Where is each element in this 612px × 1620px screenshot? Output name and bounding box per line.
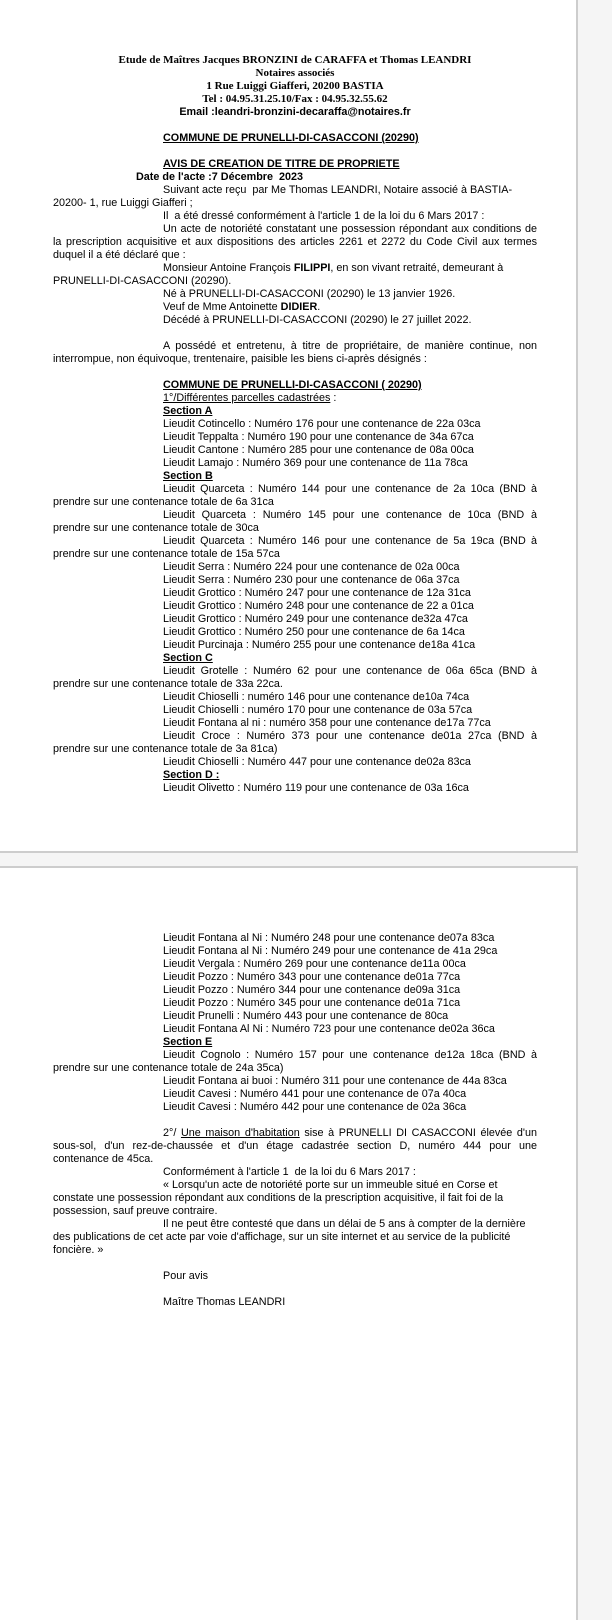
doc-text-segment: DIDIER [280,301,318,313]
heading-line: Section A [163,405,213,417]
text-line: Un acte de notoriété constatant une possession répondant aux conditions de [163,223,537,235]
text-line: Lieudit Vergala : Numéro 269 pour une contenance de11a 00ca [163,958,466,970]
blank-line [53,1257,537,1270]
text-line: A possédé et entretenu, à titre de propriétaire, de manière continue, non [163,340,537,352]
text-line: Lieudit Grottico : Numéro 250 pour une contenance de 6a 14ca [163,626,465,638]
text-line: des publications de cet acte par voie d'affichage, sur un site internet et au service de la publicité [53,1231,511,1243]
text-line: Lieudit Serra : Numéro 230 pour une contenance de 06a 37ca [163,574,460,586]
doc-text-segment: 2°/ [163,1127,181,1139]
text-line: Né à PRUNELLI-DI-CASACCONI (20290) le 13 janvier 1926. [163,288,456,300]
text-line: Pour avis [163,1270,209,1282]
text-line: la prescription acquisitive et aux dispositions des articles 2261 et 2272 du Code Civil aux termes [53,236,537,248]
text-line: Il a été dressé conformément à l'article 1 de la loi du 6 Mars 2017 : [163,210,485,222]
text-line: Lieudit Pozzo : Numéro 345 pour une contenance de01a 71ca [163,997,461,1009]
text-line: Lieudit Olivetto : Numéro 119 pour une contenance de 03a 16ca [163,782,469,794]
text-line: interrompue, non équivoque, trentenaire, paisible les biens ci-après désignés : [53,353,427,365]
page-2 [0,866,578,1620]
doc-text-segment: : [330,392,337,404]
text-line: Lieudit Cavesi : Numéro 442 pour une contenance de 02a 36ca [163,1101,467,1113]
doc-text-segment: Monsieur Antoine François [163,262,294,274]
heading-line: COMMUNE DE PRUNELLI-DI-CASACCONI (20290) [163,132,419,144]
text-line: Lieudit Cotincello : Numéro 176 pour une contenance de 22a 03ca [163,418,481,430]
text-line: contenance de 45ca. [53,1153,154,1165]
heading-line: COMMUNE DE PRUNELLI-DI-CASACCONI ( 20290) [163,379,422,391]
letterhead-line: Notaires associés [255,67,335,79]
text-line: Lieudit Purcinaja : Numéro 255 pour une contenance de18a 41ca [163,639,476,651]
blank-line [53,119,537,132]
letterhead-line: Etude de Maîtres Jacques BRONZINI de CARAFFA et Thomas LEANDRI [118,54,472,66]
page-1-content [0,0,576,795]
text-line [53,262,537,275]
text-line: Lieudit Chioselli : numéro 146 pour une contenance de10a 74ca [163,691,470,703]
text-line: PRUNELLI-DI-CASACCONI (20290). [53,275,232,287]
text-line: Lieudit Teppalta : Numéro 190 pour une contenance de 34a 67ca [163,431,474,443]
text-line: Lieudit Lamajo : Numéro 369 pour une contenance de 11a 78ca [163,457,468,469]
text-line: Lieudit Chioselli : numéro 170 pour une contenance de 03a 57ca [163,704,473,716]
text-line: duquel il a été déclaré que : [53,249,186,261]
text-line: Il ne peut être contesté que dans un délai de 5 ans à compter de la dernière [163,1218,526,1230]
text-line [53,1127,537,1140]
text-line: Lieudit Fontana al Ni : Numéro 248 pour une contenance de07a 83ca [163,932,495,944]
text-line: prendre sur une contenance totale de 30ca [53,522,259,534]
blank-line [53,327,537,340]
text-line: Lieudit Grottico : Numéro 249 pour une contenance de32a 47ca [163,613,468,625]
text-line: prendre sur une contenance totale de 33a 22ca. [53,678,283,690]
heading-line: AVIS DE CREATION DE TITRE DE PROPRIETE [163,158,400,170]
text-line: « Lorsqu'un acte de notoriété porte sur un immeuble situé en Corse et [163,1179,498,1191]
doc-text-segment: 1°/Différentes parcelles cadastrées [163,392,331,404]
text-line: Lieudit Grottico : Numéro 248 pour une contenance de 22 a 01ca [163,600,474,612]
text-line: Conformément à l'article 1 de la loi du 6 Mars 2017 : [163,1166,416,1178]
text-line: Maître Thomas LEANDRI [163,1296,286,1308]
text-line: prendre sur une contenance totale de 15a 57ca [53,548,280,560]
text-line: Lieudit Grotelle : Numéro 62 pour une contenance de 06a 65ca (BND à [163,665,537,677]
doc-text-segment: , en son vivant retraité, demeurant à [330,262,504,274]
text-line: foncière. » [53,1244,104,1256]
text-line: Lieudit Cognolo : Numéro 157 pour une contenance de12a 18ca (BND à [163,1049,537,1061]
text-line: Lieudit Quarceta : Numéro 144 pour une contenance de 2a 10ca (BND à [163,483,537,495]
blank-line [53,145,537,158]
text-line: constate une possession répondant aux conditions de la prescription acquisitive, il fait foi de la [53,1192,504,1204]
text-line: Lieudit Cavesi : Numéro 441 pour une contenance de 07a 40ca [163,1088,467,1100]
doc-text-segment: Une maison d'habitation [180,1127,300,1139]
blank-line [53,1114,537,1127]
heading-line: Section D : [163,769,220,781]
text-line: Lieudit Fontana al ni : numéro 358 pour une contenance de17a 77ca [163,717,491,729]
text-line: Lieudit Grottico : Numéro 247 pour une contenance de 12a 31ca [163,587,471,599]
text-line: Email :leandri-bronzini-decaraffa@notaires.fr [179,106,411,118]
text-line: Lieudit Croce : Numéro 373 pour une contenance de01a 27ca (BND à [163,730,537,742]
text-line: Lieudit Fontana al Ni : Numéro 249 pour une contenance de 41a 29ca [163,945,498,957]
text-line: Lieudit Chioselli : Numéro 447 pour une contenance de02a 83ca [163,756,471,768]
doc-text-segment: FILIPPI [293,262,331,274]
text-line: possession, sauf preuve contraire. [53,1205,218,1217]
doc-text-segment: Veuf de Mme Antoinette [163,301,281,313]
text-line: Lieudit Serra : Numéro 224 pour une contenance de 02a 00ca [163,561,460,573]
blank-line [53,366,537,379]
heading-line: Section C [163,652,213,664]
text-line [53,301,537,314]
text-line: Suivant acte reçu par Me Thomas LEANDRI, Notaire associé à BASTIA- [163,184,513,196]
text-line: Lieudit Quarceta : Numéro 145 pour une contenance de 10ca (BND à [163,509,537,521]
doc-text-segment: . [317,301,321,313]
blank-line [53,1283,537,1296]
heading-line: Section B [163,470,213,482]
doc-text-segment: sise à PRUNELLI DI CASACCONI élevée d'un [299,1127,537,1139]
text-line: Lieudit Quarceta : Numéro 146 pour une contenance de 5a 19ca (BND à [163,535,537,547]
text-line: prendre sur une contenance totale de 24a 35ca) [53,1062,284,1074]
text-line: Date de l'acte :7 Décembre 2023 [136,171,304,183]
text-line: Lieudit Pozzo : Numéro 343 pour une contenance de01a 77ca [163,971,461,983]
text-line: 20200- 1, rue Luiggi Giafferi ; [53,197,193,209]
text-line [53,392,537,405]
text-line: prendre sur une contenance totale de 6a 31ca [53,496,274,508]
text-line: Lieudit Pozzo : Numéro 344 pour une contenance de09a 31ca [163,984,461,996]
text-line: sous-sol, d'un rez-de-chaussée et d'un étage cadastrée section D, numéro 444 pour une [53,1140,537,1152]
text-line: Lieudit Fontana Al Ni : Numéro 723 pour une contenance de02a 36ca [163,1023,495,1035]
text-line: Décédé à PRUNELLI-DI-CASACCONI (20290) le 27 juillet 2022. [163,314,472,326]
letterhead-line: Tel : 04.95.31.25.10/Fax : 04.95.32.55.62 [202,93,388,105]
text-line: prendre sur une contenance totale de 3a 81ca) [53,743,278,755]
text-line: Lieudit Prunelli : Numéro 443 pour une contenance de 80ca [163,1010,449,1022]
letterhead-line: 1 Rue Luiggi Giafferi, 20200 BASTIA [206,80,384,92]
heading-line: Section E [163,1036,213,1048]
text-line: Lieudit Fontana ai buoi : Numéro 311 pour une contenance de 44a 83ca [163,1075,507,1087]
page-2-content [0,868,576,1309]
page-1 [0,0,578,853]
text-line: Lieudit Cantone : Numéro 285 pour une contenance de 08a 00ca [163,444,474,456]
